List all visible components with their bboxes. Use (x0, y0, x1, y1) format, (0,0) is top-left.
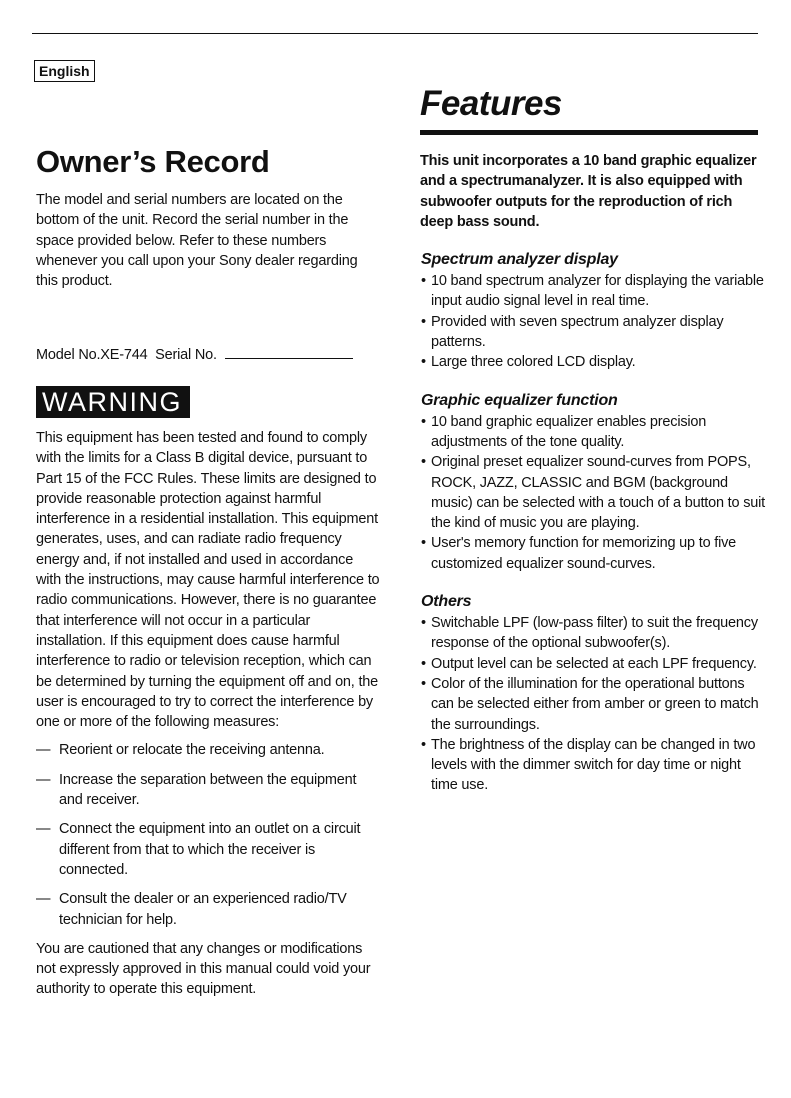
caution-paragraph: You are cautioned that any changes or modifications not expressly approved in this manual could void your authority to operate this equipment. (36, 940, 371, 998)
list-item: — Connect the equipment into an outlet on a circuit different from that to which the receiver is connected. (36, 821, 361, 878)
bullet-marker: • (421, 535, 426, 552)
list-item: — Consult the dealer or an experienced radio/TV technician for help. (36, 891, 347, 928)
list-item: • User's memory function for memorizing up to five customized equalizer sound-curves. (421, 535, 737, 572)
bullet-marker: • (421, 413, 426, 430)
features-section (420, 82, 765, 796)
bullet-marker: • (421, 615, 426, 632)
section-heading-equalizer: Graphic equalizer function (421, 391, 618, 409)
serial-number-label: Serial No. (155, 347, 217, 363)
features-intro: This unit incorporates a 10 band graphic equalizer and a spectrumanalyzer. It is also equipped with subwoofer outputs for the reproduction of rich deep bass sound. (420, 153, 757, 230)
bullet-marker: • (421, 454, 426, 471)
serial-number-blank (225, 344, 353, 359)
bullet-marker: • (421, 313, 426, 330)
language-tag: English (34, 60, 95, 82)
owners-record-paragraph: The model and serial numbers are located on the bottom of the unit. Record the serial number in the space provided below. Refer to these numbers whenever you call upon your Sony dealer regarding this product. (36, 192, 358, 290)
dash-marker: — (36, 742, 51, 759)
list-item: • Large three colored LCD display. (420, 352, 765, 372)
warning-section (36, 428, 381, 1000)
list-item: • The brightness of the display can be changed in two levels with the dimmer switch for day time or night time use. (421, 736, 756, 794)
spectrum-bullets (420, 271, 765, 372)
owners-record-title: Owner’s Record (36, 144, 270, 179)
bullet-marker: • (421, 675, 426, 692)
features-rule (420, 130, 758, 135)
list-item: — Reorient or relocate the receiving antenna. (36, 740, 381, 760)
others-bullets (420, 613, 765, 796)
bullet-marker: • (421, 273, 426, 290)
owners-record-section (36, 140, 376, 291)
warning-paragraph: This equipment has been tested and found to comply with the limits for a Class B digital device, pursuant to Part 15 of the FCC Rules. These limits are designed to provide reasonable protection against harmful interference in a residential installation. This equipment generates, uses, and can radiate radio frequency energy and, if not installed and used in accordance with the instructions, may cause harmful interference to radio communications. However, there is no guarantee that interference will not occur in a particular installation. If this equipment does cause harmful interference to radio or television reception, which can be determined by turning the equipment off and on, the user is encouraged to try to correct the interference by one or more of the following measures: (36, 430, 380, 731)
bullet-marker: • (421, 354, 426, 371)
equalizer-bullets (420, 412, 765, 574)
section-heading-others: Others (421, 593, 472, 611)
dash-marker: — (36, 771, 51, 788)
model-serial-line (36, 344, 353, 363)
list-item: — Increase the separation between the equipment and receiver. (36, 771, 357, 809)
list-item: • Original preset equalizer sound-curves from POPS, ROCK, JAZZ, CLASSIC and BGM (background music) can be selected with a touch of a button to suit the kind of music you are playing. (421, 454, 765, 532)
list-item: • Output level can be selected at each LPF frequency. (420, 654, 765, 674)
section-heading-spectrum: Spectrum analyzer display (421, 251, 618, 269)
warning-title: WARNING (36, 386, 190, 418)
dash-marker: — (36, 821, 51, 838)
top-divider (32, 33, 758, 34)
list-item: • Provided with seven spectrum analyzer display patterns. (421, 313, 724, 351)
list-item: • Switchable LPF (low-pass filter) to suit the frequency response of the optional subwoofer(s). (421, 615, 758, 652)
list-item: • 10 band spectrum analyzer for displaying the variable input audio signal level in real time. (421, 273, 764, 310)
features-title: Features (420, 84, 562, 123)
bullet-marker: • (421, 655, 426, 672)
bullet-marker: • (421, 736, 426, 753)
dash-marker: — (36, 891, 51, 908)
model-number-label: Model No.XE-744 (36, 347, 148, 363)
measures-list (36, 740, 381, 929)
list-item: • 10 band graphic equalizer enables precision adjustments of the tone quality. (421, 413, 707, 450)
list-item: • Color of the illumination for the operational buttons can be selected either from amber or green to match the surroundings. (421, 675, 759, 733)
